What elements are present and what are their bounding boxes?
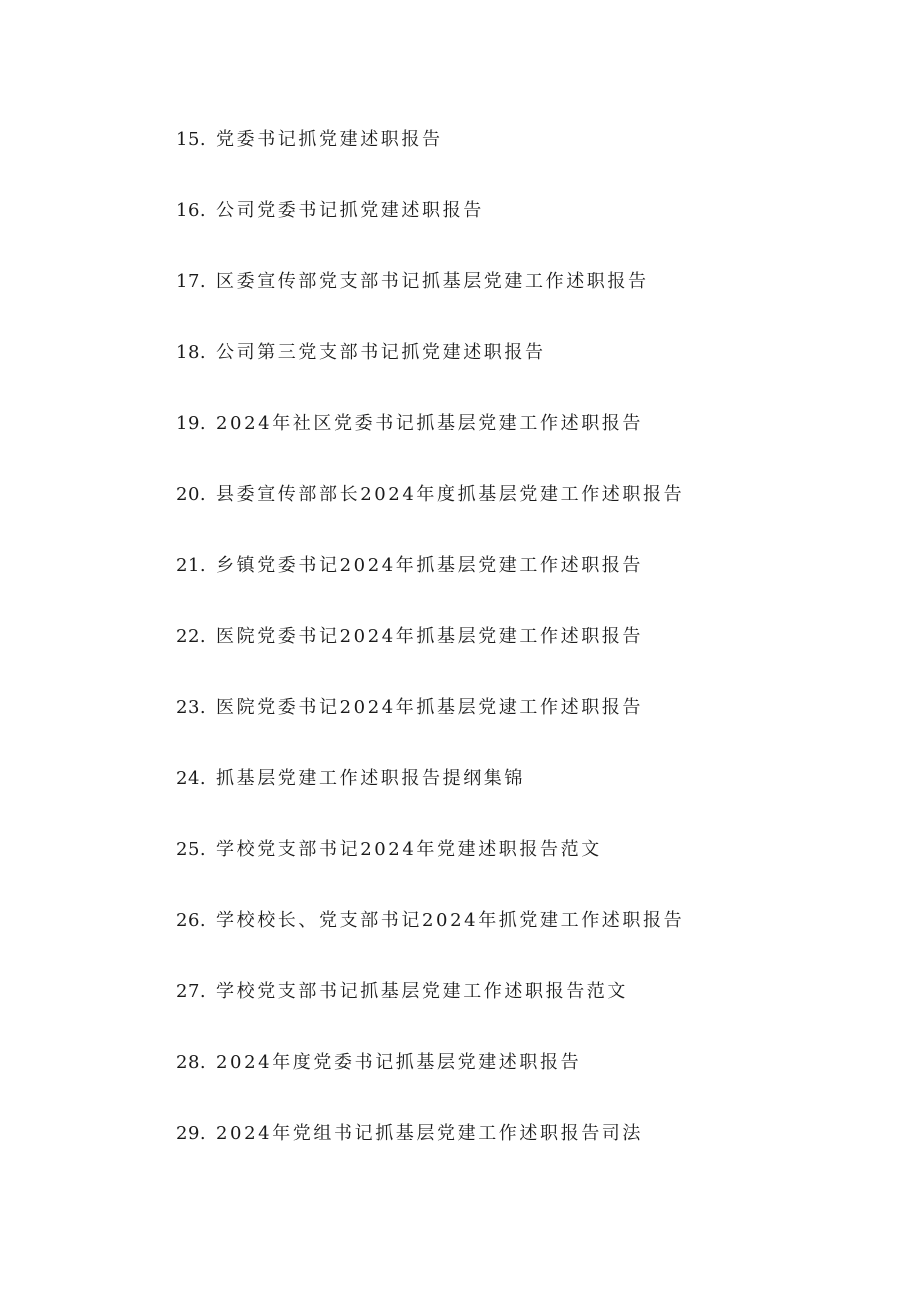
toc-entry-number: 19. bbox=[176, 412, 207, 434]
toc-entry-title: 学校校长、党支部书记2024年抓党建工作述职报告 bbox=[216, 909, 685, 931]
toc-entry-27[interactable] bbox=[176, 956, 776, 1027]
toc-entry-number: 24. bbox=[176, 767, 207, 789]
toc-entry-19[interactable] bbox=[176, 388, 776, 459]
toc-entry-title: 2024年党组书记抓基层党建工作述职报告司法 bbox=[216, 1122, 644, 1144]
toc-entry-title: 党委书记抓党建述职报告 bbox=[216, 128, 443, 150]
toc-entry-18[interactable] bbox=[176, 317, 776, 388]
toc-entry-title: 医院党委书记2024年抓基层党建工作述职报告 bbox=[216, 625, 644, 647]
toc-entry-title: 学校党支部书记2024年党建述职报告范文 bbox=[216, 838, 602, 860]
toc-entry-title: 区委宣传部党支部书记抓基层党建工作述职报告 bbox=[216, 270, 649, 292]
toc-entry-number: 18. bbox=[176, 341, 207, 363]
toc-entry-number: 20. bbox=[176, 483, 207, 505]
toc-entry-28[interactable] bbox=[176, 1027, 776, 1098]
table-of-contents bbox=[176, 104, 776, 1169]
toc-entry-number: 17. bbox=[176, 270, 207, 292]
toc-entry-number: 28. bbox=[176, 1051, 207, 1073]
toc-entry-17[interactable] bbox=[176, 246, 776, 317]
toc-entry-number: 15. bbox=[176, 128, 207, 150]
toc-entry-number: 21. bbox=[176, 554, 207, 576]
toc-entry-title: 2024年社区党委书记抓基层党建工作述职报告 bbox=[216, 412, 644, 434]
toc-entry-20[interactable] bbox=[176, 459, 776, 530]
toc-entry-number: 29. bbox=[176, 1122, 207, 1144]
toc-entry-15[interactable] bbox=[176, 104, 776, 175]
toc-entry-title: 公司党委书记抓党建述职报告 bbox=[216, 199, 484, 221]
toc-entry-title: 乡镇党委书记2024年抓基层党建工作述职报告 bbox=[216, 554, 644, 576]
toc-entry-number: 16. bbox=[176, 199, 207, 221]
toc-entry-number: 23. bbox=[176, 696, 207, 718]
toc-entry-29[interactable] bbox=[176, 1098, 776, 1169]
toc-entry-21[interactable] bbox=[176, 530, 776, 601]
toc-entry-number: 25. bbox=[176, 838, 207, 860]
toc-entry-25[interactable] bbox=[176, 814, 776, 885]
toc-entry-16[interactable] bbox=[176, 175, 776, 246]
toc-entry-title: 医院党委书记2024年抓基层党逮工作述职报告 bbox=[216, 696, 644, 718]
toc-entry-number: 27. bbox=[176, 980, 207, 1002]
toc-entry-24[interactable] bbox=[176, 743, 776, 814]
toc-entry-22[interactable] bbox=[176, 601, 776, 672]
toc-entry-title: 抓基层党建工作述职报告提纲集锦 bbox=[216, 767, 525, 789]
toc-entry-title: 县委宣传部部长2024年度抓基层党建工作述职报告 bbox=[216, 483, 685, 505]
toc-entry-title: 公司第三党支部书记抓党建述职报告 bbox=[216, 341, 546, 363]
toc-entry-title: 学校党支部书记抓基层党建工作述职报告范文 bbox=[216, 980, 628, 1002]
toc-entry-26[interactable] bbox=[176, 885, 776, 956]
toc-entry-23[interactable] bbox=[176, 672, 776, 743]
toc-entry-number: 26. bbox=[176, 909, 207, 931]
toc-entry-number: 22. bbox=[176, 625, 207, 647]
toc-entry-title: 2024年度党委书记抓基层党建述职报告 bbox=[216, 1051, 582, 1073]
